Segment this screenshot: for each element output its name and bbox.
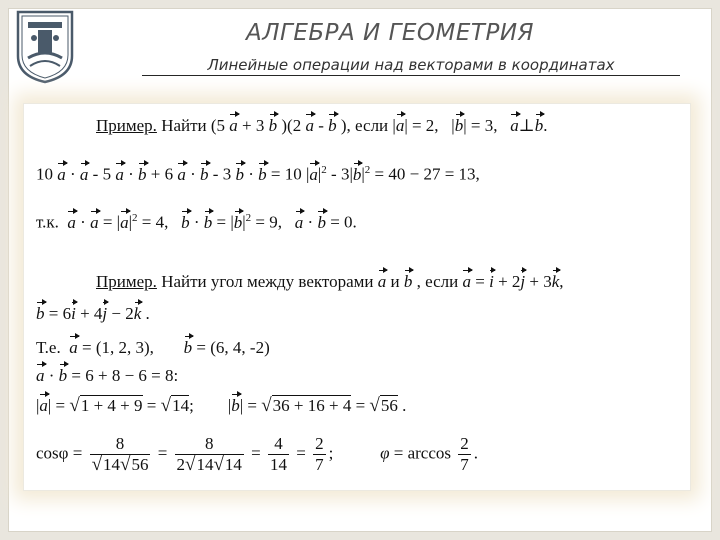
- content-board: [24, 104, 690, 490]
- example2-line5: |a| = √1 + 4 + 9 = √14; |b| = √36 + 16 + 4 = √56 .: [36, 395, 407, 416]
- example2-line2: b = 6i + 4j − 2k .: [36, 304, 150, 323]
- example1-task: Пример. Найти (5 a + 3 b )(2 a - b ), если |a| = 2, |b| = 3, a⊥b.: [96, 116, 548, 135]
- example2-line4: a · b = 6 + 8 − 6 = 8:: [36, 366, 179, 385]
- page-title: АЛГЕБРА И ГЕОМЕТРИЯ: [245, 20, 534, 46]
- example2-label: Пример.: [96, 272, 157, 291]
- example1-label: Пример.: [96, 116, 157, 135]
- page-subtitle: Линейные операции над векторами в координатах: [142, 56, 680, 76]
- example2-task: Пример. Найти угол между векторами a и b , если a = i + 2j + 3k,: [96, 272, 564, 291]
- example1-line2: 10 a · a - 5 a · b + 6 a · b - 3 b · b = 10 $|a|^2 - 3|b|^2 = 40 - 27 = 13$,: [36, 164, 480, 184]
- example2-line3: Т.е. a = (1, 2, 3), b = (6, 4, -2): [36, 338, 270, 357]
- example2-line6: cosφ = $\frac{8}{√14√56}$ = $\frac{8}{2√14√14}$ = $\frac{4}{14}$ = $\frac{2}{7}$ ; φ = arccos $\frac{2}{7}$ .: [36, 434, 478, 475]
- example1-line3: т.к. $a \cdot a = |a|^2 = 4$, $b \cdot b = |b|^2 = 9$, a · b = 0.: [36, 212, 357, 232]
